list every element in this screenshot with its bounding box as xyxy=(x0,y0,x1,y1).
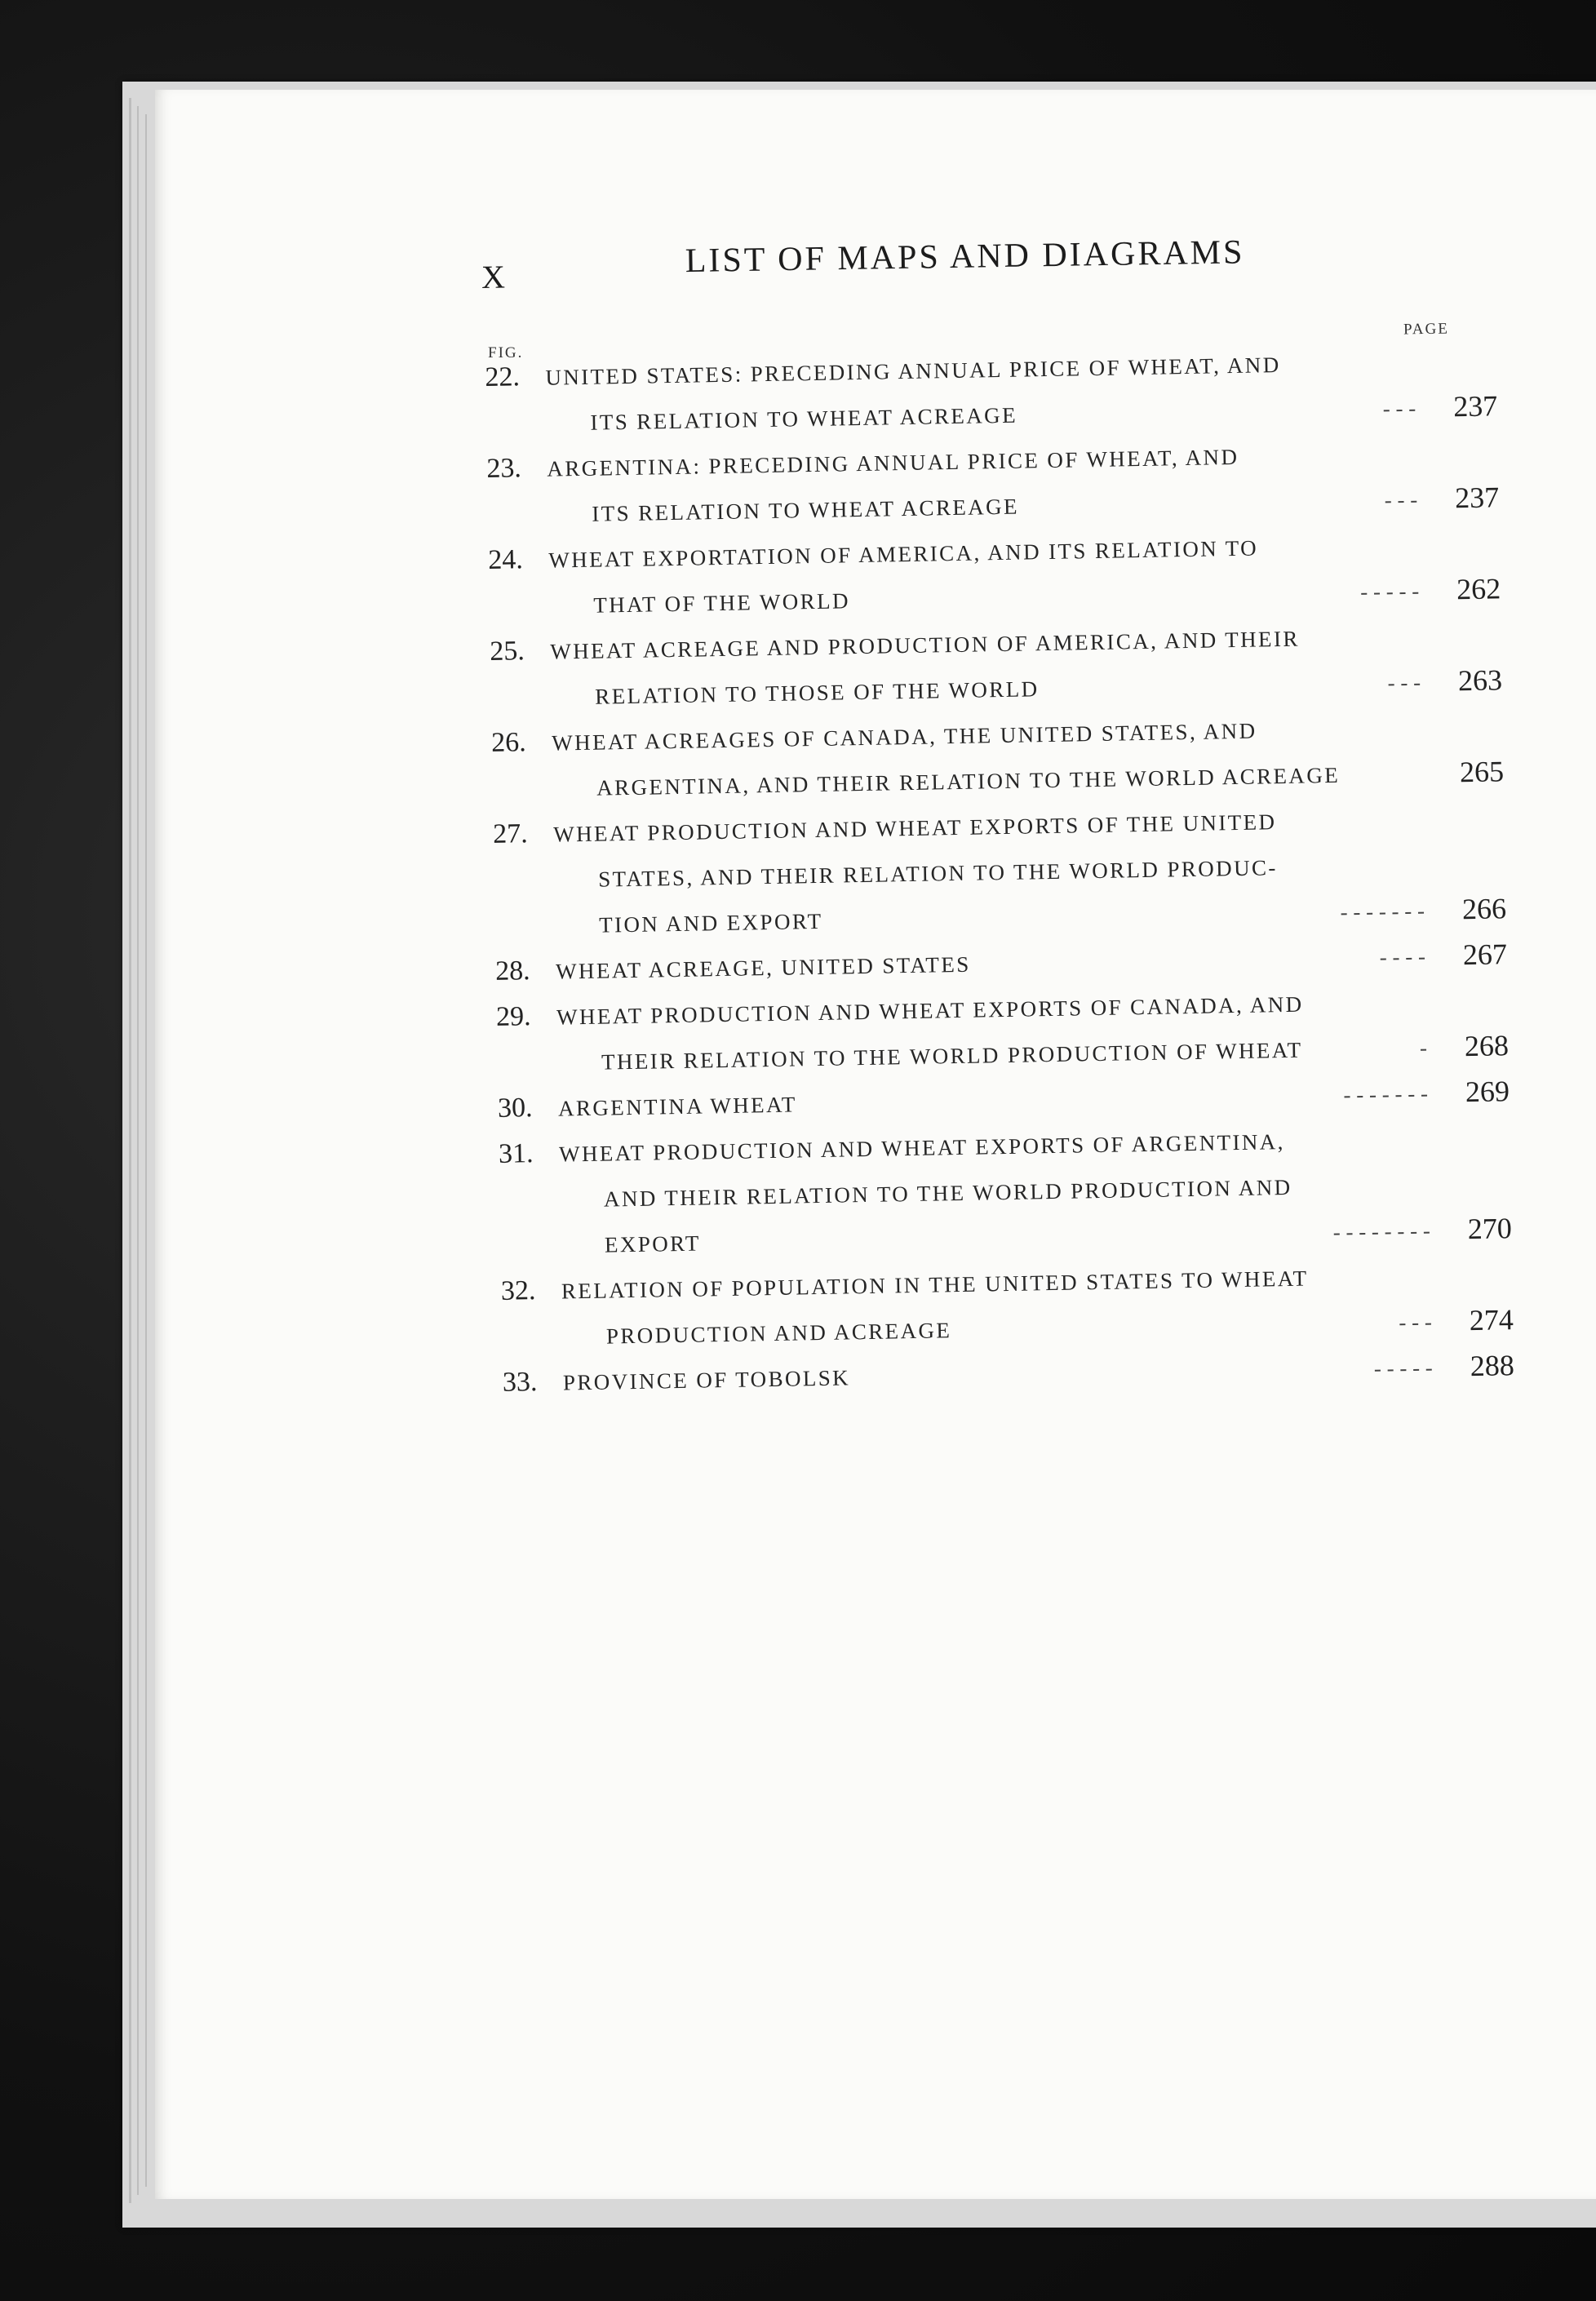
figure-number: 22. xyxy=(485,361,521,392)
figure-caption: WHEAT PRODUCTION AND WHEAT EXPORTS OF THE UNITED xyxy=(552,809,1277,847)
leader-dashes: - - - - - xyxy=(1373,1354,1434,1381)
figure-number: 31. xyxy=(498,1138,534,1169)
leader-dashes: - - - xyxy=(1382,396,1416,421)
figure-number: 25. xyxy=(489,636,525,667)
leader-dashes: - - - - - - - - xyxy=(1332,1217,1431,1245)
page-number: 267 xyxy=(1462,938,1508,972)
page-number: 262 xyxy=(1456,572,1501,606)
list-item xyxy=(491,705,1505,814)
column-label-page: PAGE xyxy=(1403,320,1450,339)
page-number: 269 xyxy=(1465,1075,1510,1109)
leader-dashes: - - - - - xyxy=(1359,579,1420,605)
figure-number: 32. xyxy=(500,1275,536,1306)
figure-caption: ITS RELATION TO WHEAT ACREAGE xyxy=(590,402,1018,435)
figure-caption: WHEAT PRODUCTION AND WHEAT EXPORTS OF CANADA, AND xyxy=(556,991,1304,1030)
figure-caption: ARGENTINA: PRECEDING ANNUAL PRICE OF WHEAT, AND xyxy=(547,444,1239,481)
page-number-roman: X xyxy=(481,258,506,295)
figure-number: 33. xyxy=(502,1367,538,1398)
list-item xyxy=(490,614,1503,723)
leader-dashes: - - - xyxy=(1387,670,1421,695)
list-item xyxy=(496,979,1510,1088)
list-item xyxy=(486,431,1500,540)
leader-dashes: - - - - - - - xyxy=(1340,898,1425,924)
page-title: LIST OF MAPS AND DIAGRAMS xyxy=(685,233,1245,281)
page-number: 288 xyxy=(1470,1349,1515,1383)
figure-caption: WHEAT PRODUCTION AND WHEAT EXPORTS OF ARGENTINA, xyxy=(558,1129,1286,1167)
figure-caption: PRODUCTION AND ACREAGE xyxy=(605,1318,952,1349)
figure-caption: ITS RELATION TO WHEAT ACREAGE xyxy=(592,494,1020,526)
list-item xyxy=(493,796,1507,951)
figure-caption: RELATION OF POPULATION IN THE UNITED STATES TO WHEAT xyxy=(561,1266,1309,1304)
column-label-fig: FIG. xyxy=(488,344,524,361)
page-number: 263 xyxy=(1457,663,1503,698)
list-item xyxy=(488,522,1501,632)
figure-caption: ARGENTINA, AND THEIR RELATION TO THE WORLD ACREAGE xyxy=(596,762,1341,800)
figure-caption: TION AND EXPORT xyxy=(598,908,823,938)
figure-caption: AND THEIR RELATION TO THE WORLD PRODUCTION AND xyxy=(603,1174,1292,1212)
figure-caption: ARGENTINA WHEAT xyxy=(557,1092,798,1121)
figure-caption: EXPORT xyxy=(604,1230,702,1257)
figure-caption: WHEAT EXPORTATION OF AMERICA, AND ITS RELATION TO xyxy=(548,535,1259,573)
list-item xyxy=(499,1116,1513,1271)
figure-number: 28. xyxy=(494,955,530,986)
page-number: 266 xyxy=(1461,892,1507,926)
figure-caption: THAT OF THE WORLD xyxy=(593,588,851,618)
figure-caption: WHEAT ACREAGES OF CANADA, THE UNITED STATES, AND xyxy=(551,718,1257,756)
leader-dashes: - xyxy=(1419,1035,1428,1061)
figure-number: 30. xyxy=(497,1093,533,1124)
page-number: 265 xyxy=(1459,755,1505,789)
figure-caption: PROVINCE OF TOBOLSK xyxy=(562,1365,851,1395)
figure-caption: THEIR RELATION TO THE WORLD PRODUCTION OF WHEAT xyxy=(601,1037,1303,1075)
leader-dashes: - - - xyxy=(1384,487,1418,512)
figure-list xyxy=(485,339,1514,1408)
figure-number: 27. xyxy=(492,818,529,849)
list-item xyxy=(501,1253,1514,1363)
figure-caption: STATES, AND THEIR RELATION TO THE WORLD PRODUC- xyxy=(597,855,1278,892)
page-number: 237 xyxy=(1454,481,1500,515)
page-number: 270 xyxy=(1467,1212,1513,1246)
figure-number: 23. xyxy=(486,453,522,484)
leader-dashes: - - - xyxy=(1399,1309,1433,1335)
figure-number: 29. xyxy=(495,1001,531,1032)
figure-number: 24. xyxy=(488,544,524,575)
page-number: 237 xyxy=(1452,389,1498,423)
leader-dashes: - - - - xyxy=(1379,943,1426,969)
leader-dashes: - - - - - - - xyxy=(1343,1080,1429,1107)
figure-caption: WHEAT ACREAGE AND PRODUCTION OF AMERICA, AND THEIR xyxy=(550,626,1300,664)
page-number: 268 xyxy=(1464,1029,1510,1063)
page-number: 274 xyxy=(1469,1303,1514,1337)
figure-caption: WHEAT ACREAGE, UNITED STATES xyxy=(555,951,971,984)
figure-caption: UNITED STATES: PRECEDING ANNUAL PRICE OF WHEAT, AND xyxy=(545,352,1281,390)
list-item xyxy=(485,339,1498,449)
figure-caption: RELATION TO THOSE OF THE WORLD xyxy=(595,676,1040,709)
figure-number: 26. xyxy=(490,727,527,758)
